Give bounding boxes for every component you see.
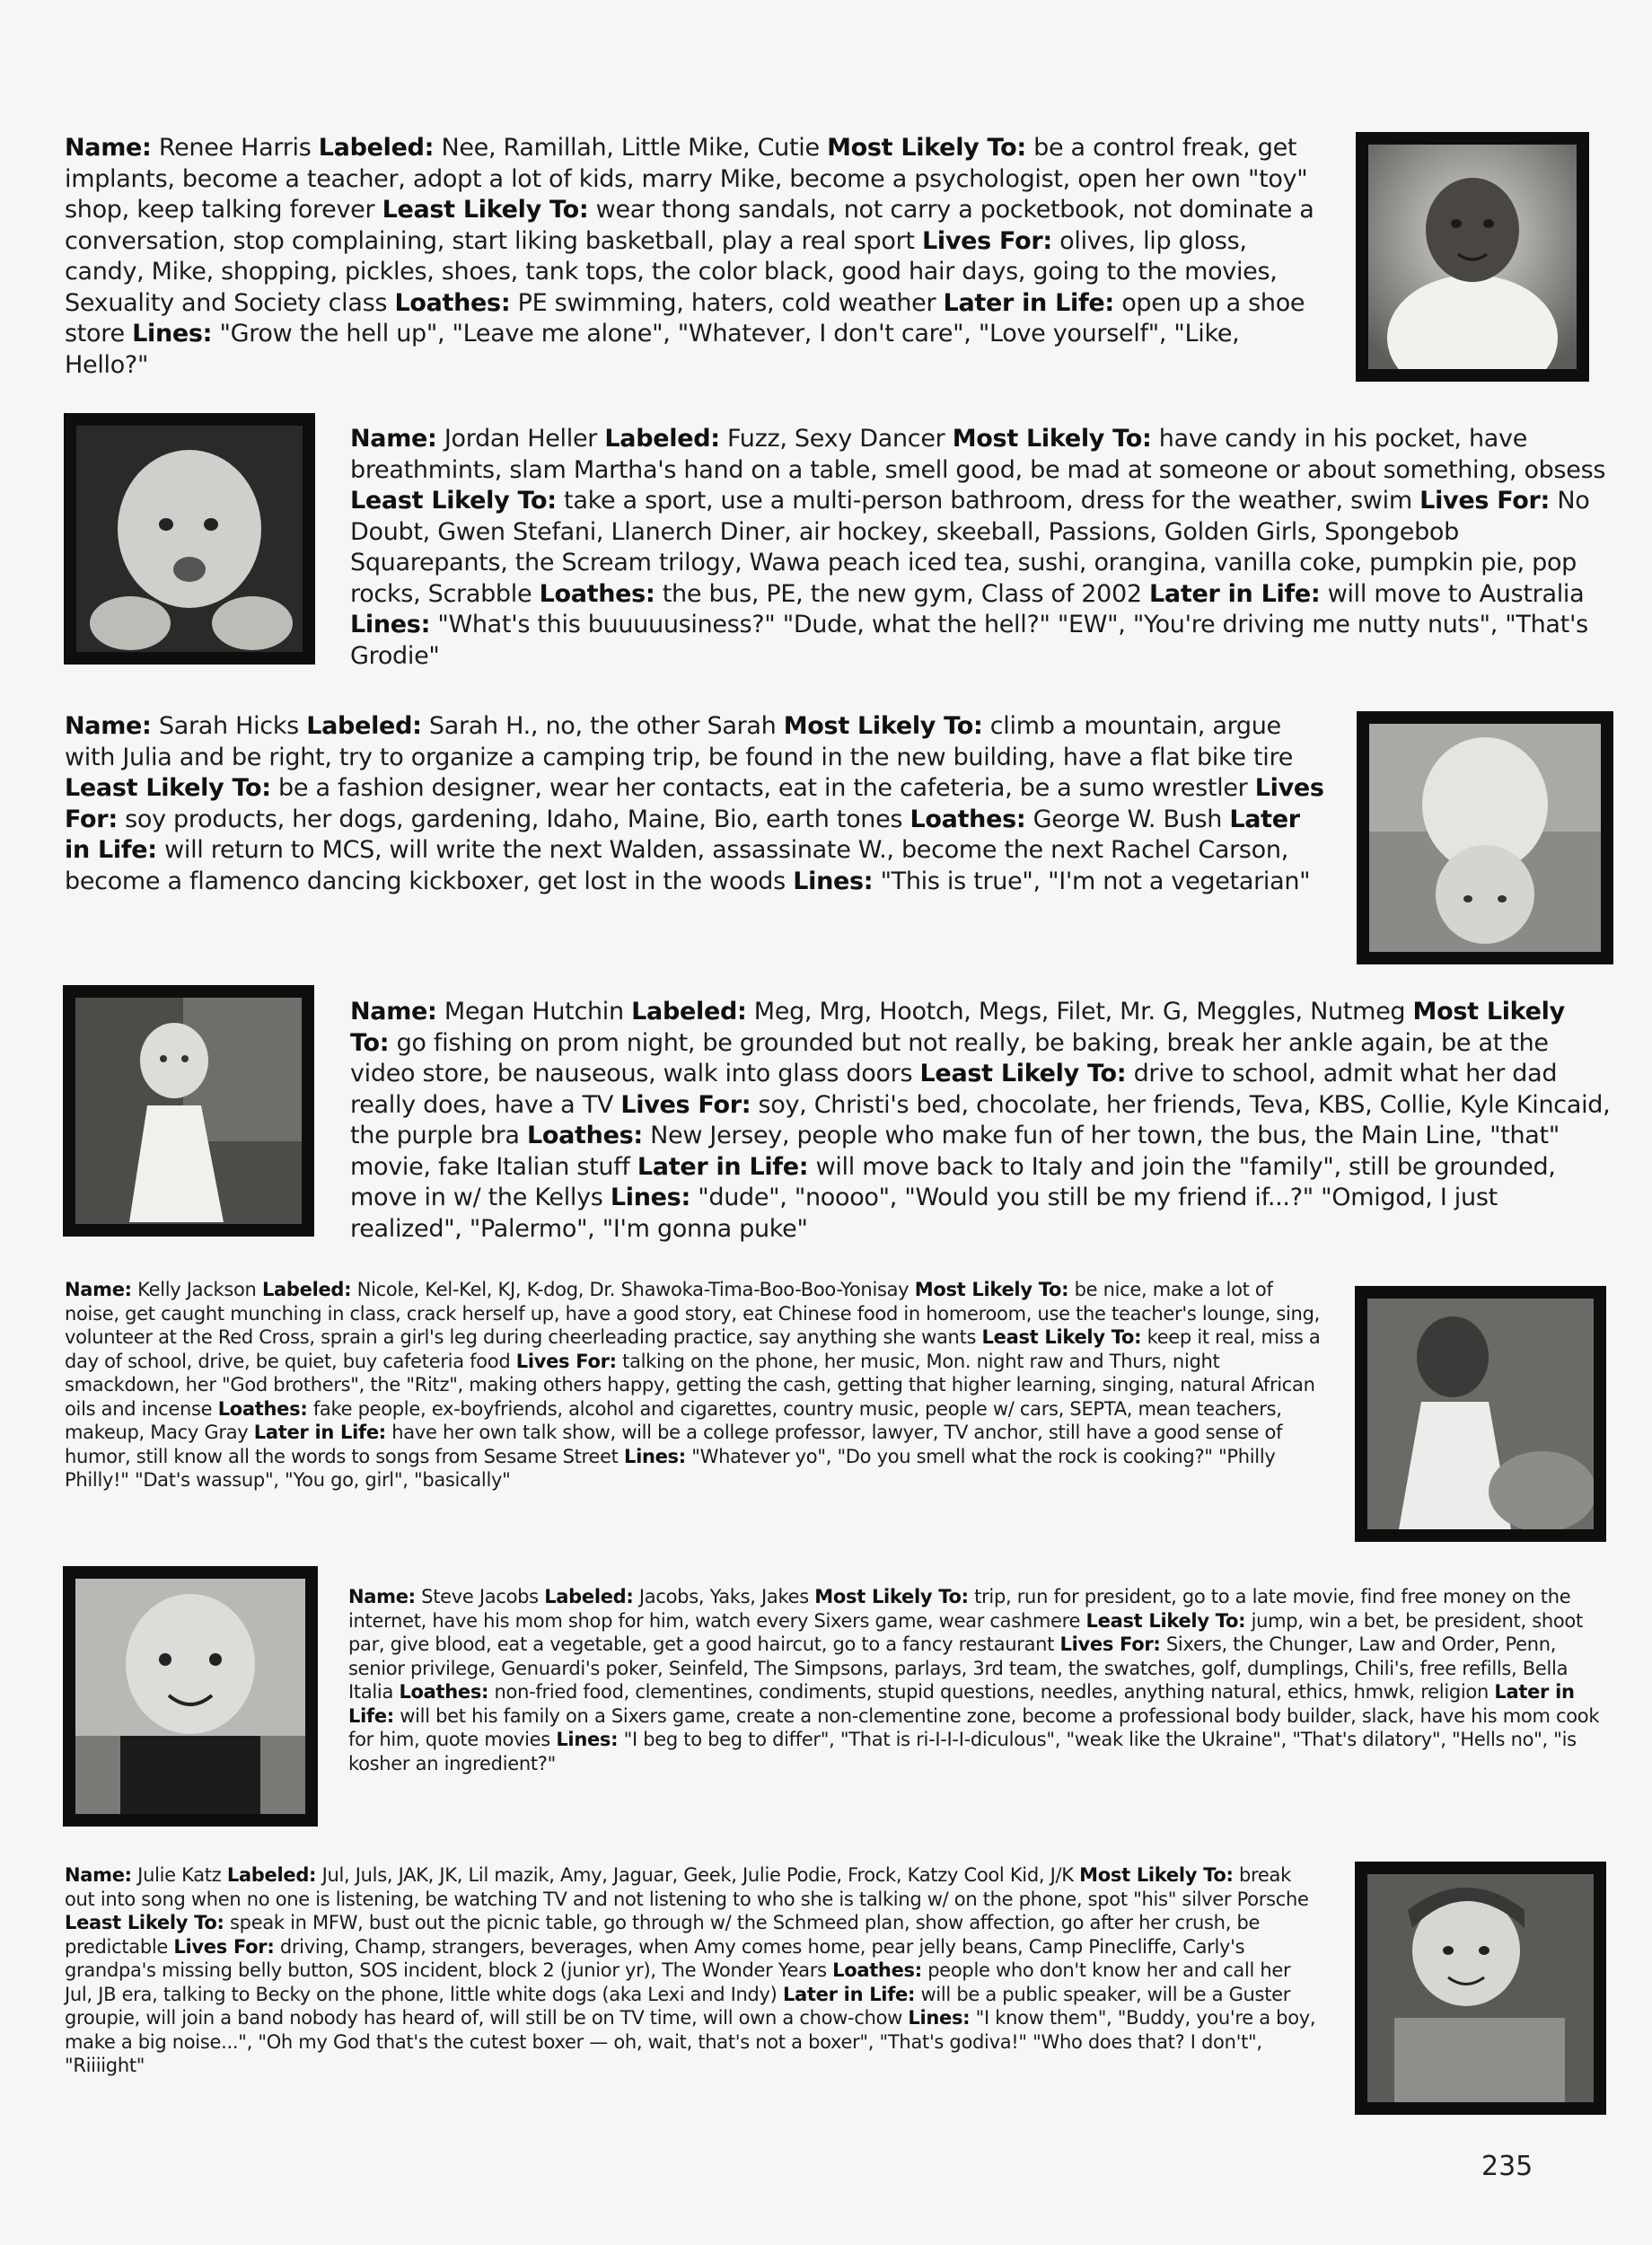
entry-jordan-heller bbox=[350, 424, 1616, 672]
baby-photo-julie-katz bbox=[1355, 1862, 1606, 2115]
entry-text: Name: Renee Harris Labeled: Nee, Ramillah, Little Mike, Cutie Most Likely To: be a control freak, get implants, become a teacher, adopt a lot of kids, marry Mike, become a psychologist, open her own "toy" shop, keep talking forever Least Likely To: wear thong sandals, not carry a pocketbook, not dominate a conversation, stop complaining, start liking basketball, play a real sport Lives For: olives, lip gloss, candy, Mike, shopping, pickles, shoes, tank tops, the color black, good hair days, going to the movies, Sexuality and Society class Loathes: PE swimming, haters, cold weather Later in Life: open up a shoe store Lines: "Grow the hell up", "Leave me alone", "Whatever, I don't care", "Love yourself", "Like, Hello?" bbox=[65, 134, 1314, 379]
entry-julie-katz bbox=[65, 1863, 1322, 2078]
baby-photo-steve-jacobs bbox=[63, 1566, 318, 1827]
entry-text: Name: Jordan Heller Labeled: Fuzz, Sexy Dancer Most Likely To: have candy in his pocket, have breathmints, slam Martha's hand on a table, smell good, be mad at someone or about something, obsess Least Likely To: take a sport, use a multi-person bathroom, dress for the weather, swim Lives For: No Doubt, Gwen Stefani, Llanerch Diner, air hockey, skeeball, Passions, Golden Girls, Spongebob Squarepants, the Scream trilogy, Wawa peach iced tea, sushi, orangina, vanilla coke, pumpkin pie, pop rocks, Scrabble Loathes: the bus, PE, the new gym, Class of 2002 Later in Life: will move to Australia Lines: "What's this buuuuusiness?" "Dude, what the hell?" "EW", "You're driving me nutty nuts", "That's Grodie" bbox=[350, 425, 1606, 670]
baby-photo-renee-harris bbox=[1356, 132, 1589, 382]
baby-photo-jordan-heller bbox=[64, 413, 315, 665]
entry-text: Name: Steve Jacobs Labeled: Jacobs, Yaks, Jakes Most Likely To: trip, run for president, go to a late movie, find free money on the internet, have his mom shop for him, watch every Sixers game, wear cashmere Least Likely To: jump, win a bet, be president, shoot par, give blood, eat a vegetable, get a good haircut, go to a fancy restaurant Lives For: Sixers, the Chunger, Law and Order, Penn, senior privilege, Genuardi's poker, Seinfeld, The Simpsons, parlays, 3rd team, the swatches, golf, dumplings, Chili's, free refills, Bella Italia Loathes: non-fried food, clementines, condiments, stupid questions, needles, anything natural, ethics, hmwk, religion Later in Life: will bet his family on a Sixers game, create a non-clementine zone, become a professional body builder, slack, have his mom cook for him, quote movies Lines: "I beg to beg to differ", "That is ri-I-I-I-diculous", "weak like the Ukraine", "That's dilatory", "Hells no", "is kosher an ingredient?" bbox=[348, 1586, 1600, 1774]
entry-kelly-jackson bbox=[65, 1278, 1322, 1492]
baby-photo-kelly-jackson bbox=[1355, 1286, 1606, 1542]
entry-text: Name: Julie Katz Labeled: Jul, Juls, JAK, JK, Lil mazik, Amy, Jaguar, Geek, Julie Podie, Frock, Katzy Cool Kid, J/K Most Likely To: break out into song when no one is listening, be watching TV and not listening to who she is talking w/ on the phone, spot "his" silver Porsche Least Likely To: speak in MFW, bust out the picnic table, go through w/ the Schmeed plan, show affection, go after her crush, be predictable Lives For: driving, Champ, strangers, beverages, when Amy comes home, pear jelly beans, Camp Pinecliffe, Carly's grandpa's missing belly button, SOS incident, block 2 (junior yr), The Wonder Years Loathes: people who don't know her and call her Jul, JB era, talking to Becky on the phone, little white dogs (aka Lexi and Indy) Later in Life: will be a public speaker, will be a Guster groupie, will join a band nobody has heard of, will still be on TV time, will own a chow-chow Lines: "I know them", "Buddy, you're a boy, make a big noise...", "Oh my God that's the cutest boxer — oh, wait, that's not a boxer", "That's godiva!" "Who does that? I don't", "Riiiight" bbox=[65, 1864, 1316, 2076]
baby-photo-sarah-hicks bbox=[1357, 711, 1613, 964]
entry-text: Name: Megan Hutchin Labeled: Meg, Mrg, Hootch, Megs, Filet, Mr. G, Meggles, Nutmeg Most Likely To: go fishing on prom night, be grounded but not really, be baking, break her ankle again, be at the video store, be nauseous, walk into glass doors Least Likely To: drive to school, admit what her dad really does, have a TV Lives For: soy, Christi's bed, chocolate, her friends, Teva, KBS, Collie, Kyle Kincaid, the purple bra Loathes: New Jersey, people who make fun of her town, the bus, the Main Line, "that" movie, fake Italian stuff Later in Life: will move back to Italy and join the "family", still be grounded, move in w/ the Kellys Lines: "dude", "noooo", "Would you still be my friend if...?" "Omigod, I just realized", "Palermo", "I'm gonna puke" bbox=[350, 998, 1611, 1243]
entry-megan-hutchin bbox=[350, 997, 1612, 1245]
page-number: 235 bbox=[1481, 2151, 1533, 2182]
entry-steve-jacobs bbox=[348, 1585, 1616, 1775]
entry-renee-harris bbox=[65, 133, 1322, 381]
entry-sarah-hicks bbox=[65, 711, 1326, 897]
entry-text: Name: Kelly Jackson Labeled: Nicole, Kel-Kel, KJ, K-dog, Dr. Shawoka-Tima-Boo-Boo-Yonisay Most Likely To: be nice, make a lot of noise, get caught munching in class, crack herself up, have a good story, eat Chinese food in homeroom, use the teacher's lounge, sing, volunteer at the Red Cross, sprain a girl's leg during cheerleading practice, say anything she wants Least Likely To: keep it real, miss a day of school, drive, be quiet, buy cafeteria food Lives For: talking on the phone, her music, Mon. night raw and Thurs, night smackdown, her "God brothers", the "Ritz", making others happy, getting the cash, getting that higher learning, singing, natural African oils and incense Loathes: fake people, ex-boyfriends, alcohol and cigarettes, country music, people w/ cars, SEPTA, mean teachers, makeup, Macy Gray Later in Life: have her own talk show, will be a college professor, lawyer, TV anchor, still have a good sense of humor, still know all the words to songs from Sesame Street Lines: "Whatever yo", "Do you smell what the rock is cooking?" "Philly Philly!" "Dat's wassup", "You go, girl", "basically" bbox=[65, 1279, 1321, 1491]
entry-text: Name: Sarah Hicks Labeled: Sarah H., no, the other Sarah Most Likely To: climb a mountain, argue with Julia and be right, try to organize a camping trip, be found in the new building, have a flat bike tire Least Likely To: be a fashion designer, wear her contacts, eat in the cafeteria, be a sumo wrestler Lives For: soy products, her dogs, gardening, Idaho, Maine, Bio, earth tones Loathes: George W. Bush Later in Life: will return to MCS, will write the next Walden, assassinate W., become the next Rachel Carson, become a flamenco dancing kickboxer, get lost in the woods Lines: "This is true", "I'm not a vegetarian" bbox=[65, 712, 1324, 895]
baby-photo-megan-hutchin bbox=[63, 985, 314, 1237]
